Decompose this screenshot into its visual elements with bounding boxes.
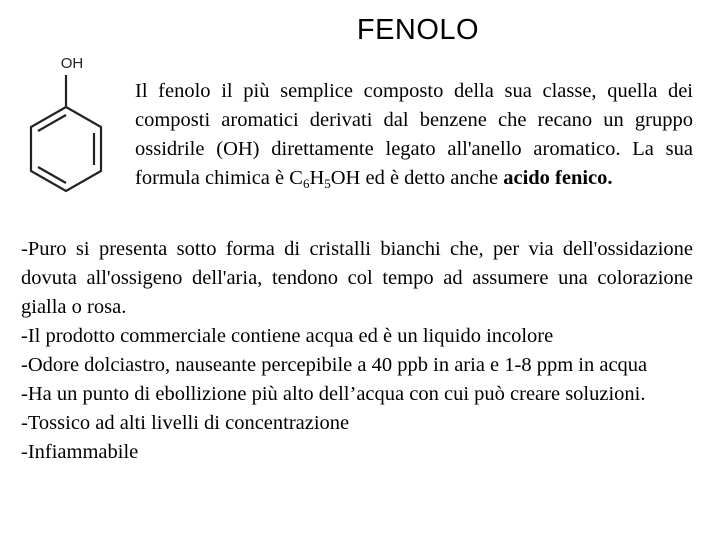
list-item: -Infiammabile [21, 441, 139, 463]
formula-sub-6: 6 [302, 176, 310, 191]
formula-sub-5: 5 [324, 176, 331, 191]
list-item: -Puro si presenta sotto forma di cristalli bianchi che, per via dell'ossidazione dovuta all'ossigeno dell'aria, tendono col tempo ad assumere una colorazione gialla o rosa. [21, 238, 693, 318]
intro-text-3: OH ed è detto anche [330, 167, 504, 189]
intro-text-2: H [309, 167, 325, 189]
properties-list [21, 235, 693, 467]
phenol-structure-diagram [22, 50, 122, 220]
list-item: -Il prodotto commerciale contiene acqua ed è un liquido incolore [21, 325, 554, 347]
intro-text-1: Il fenolo il più semplice composto della sua classe, quella dei composti aromatici derivati dal benzene che recano un gruppo ossidrile (OH) direttamente legato all'anello aromatico. La sua formula chimica è C [135, 80, 693, 189]
intro-paragraph [135, 77, 693, 193]
bold-term: acido fenico. [503, 167, 613, 189]
list-item: -Tossico ad alti livelli di concentrazione [21, 412, 350, 434]
double-bond-top-left [38, 115, 66, 131]
list-item: -Odore dolciastro, nauseante percepibile a 40 ppb in aria e 1-8 ppm in acqua [21, 354, 648, 376]
oh-label: OH [60, 55, 84, 72]
benzene-ring [31, 107, 101, 191]
page-title: FENOLO [356, 14, 480, 46]
double-bond-bottom-left [38, 167, 66, 183]
list-item: -Ha un punto di ebollizione più alto dell’acqua con cui può creare soluzioni. [21, 383, 646, 405]
